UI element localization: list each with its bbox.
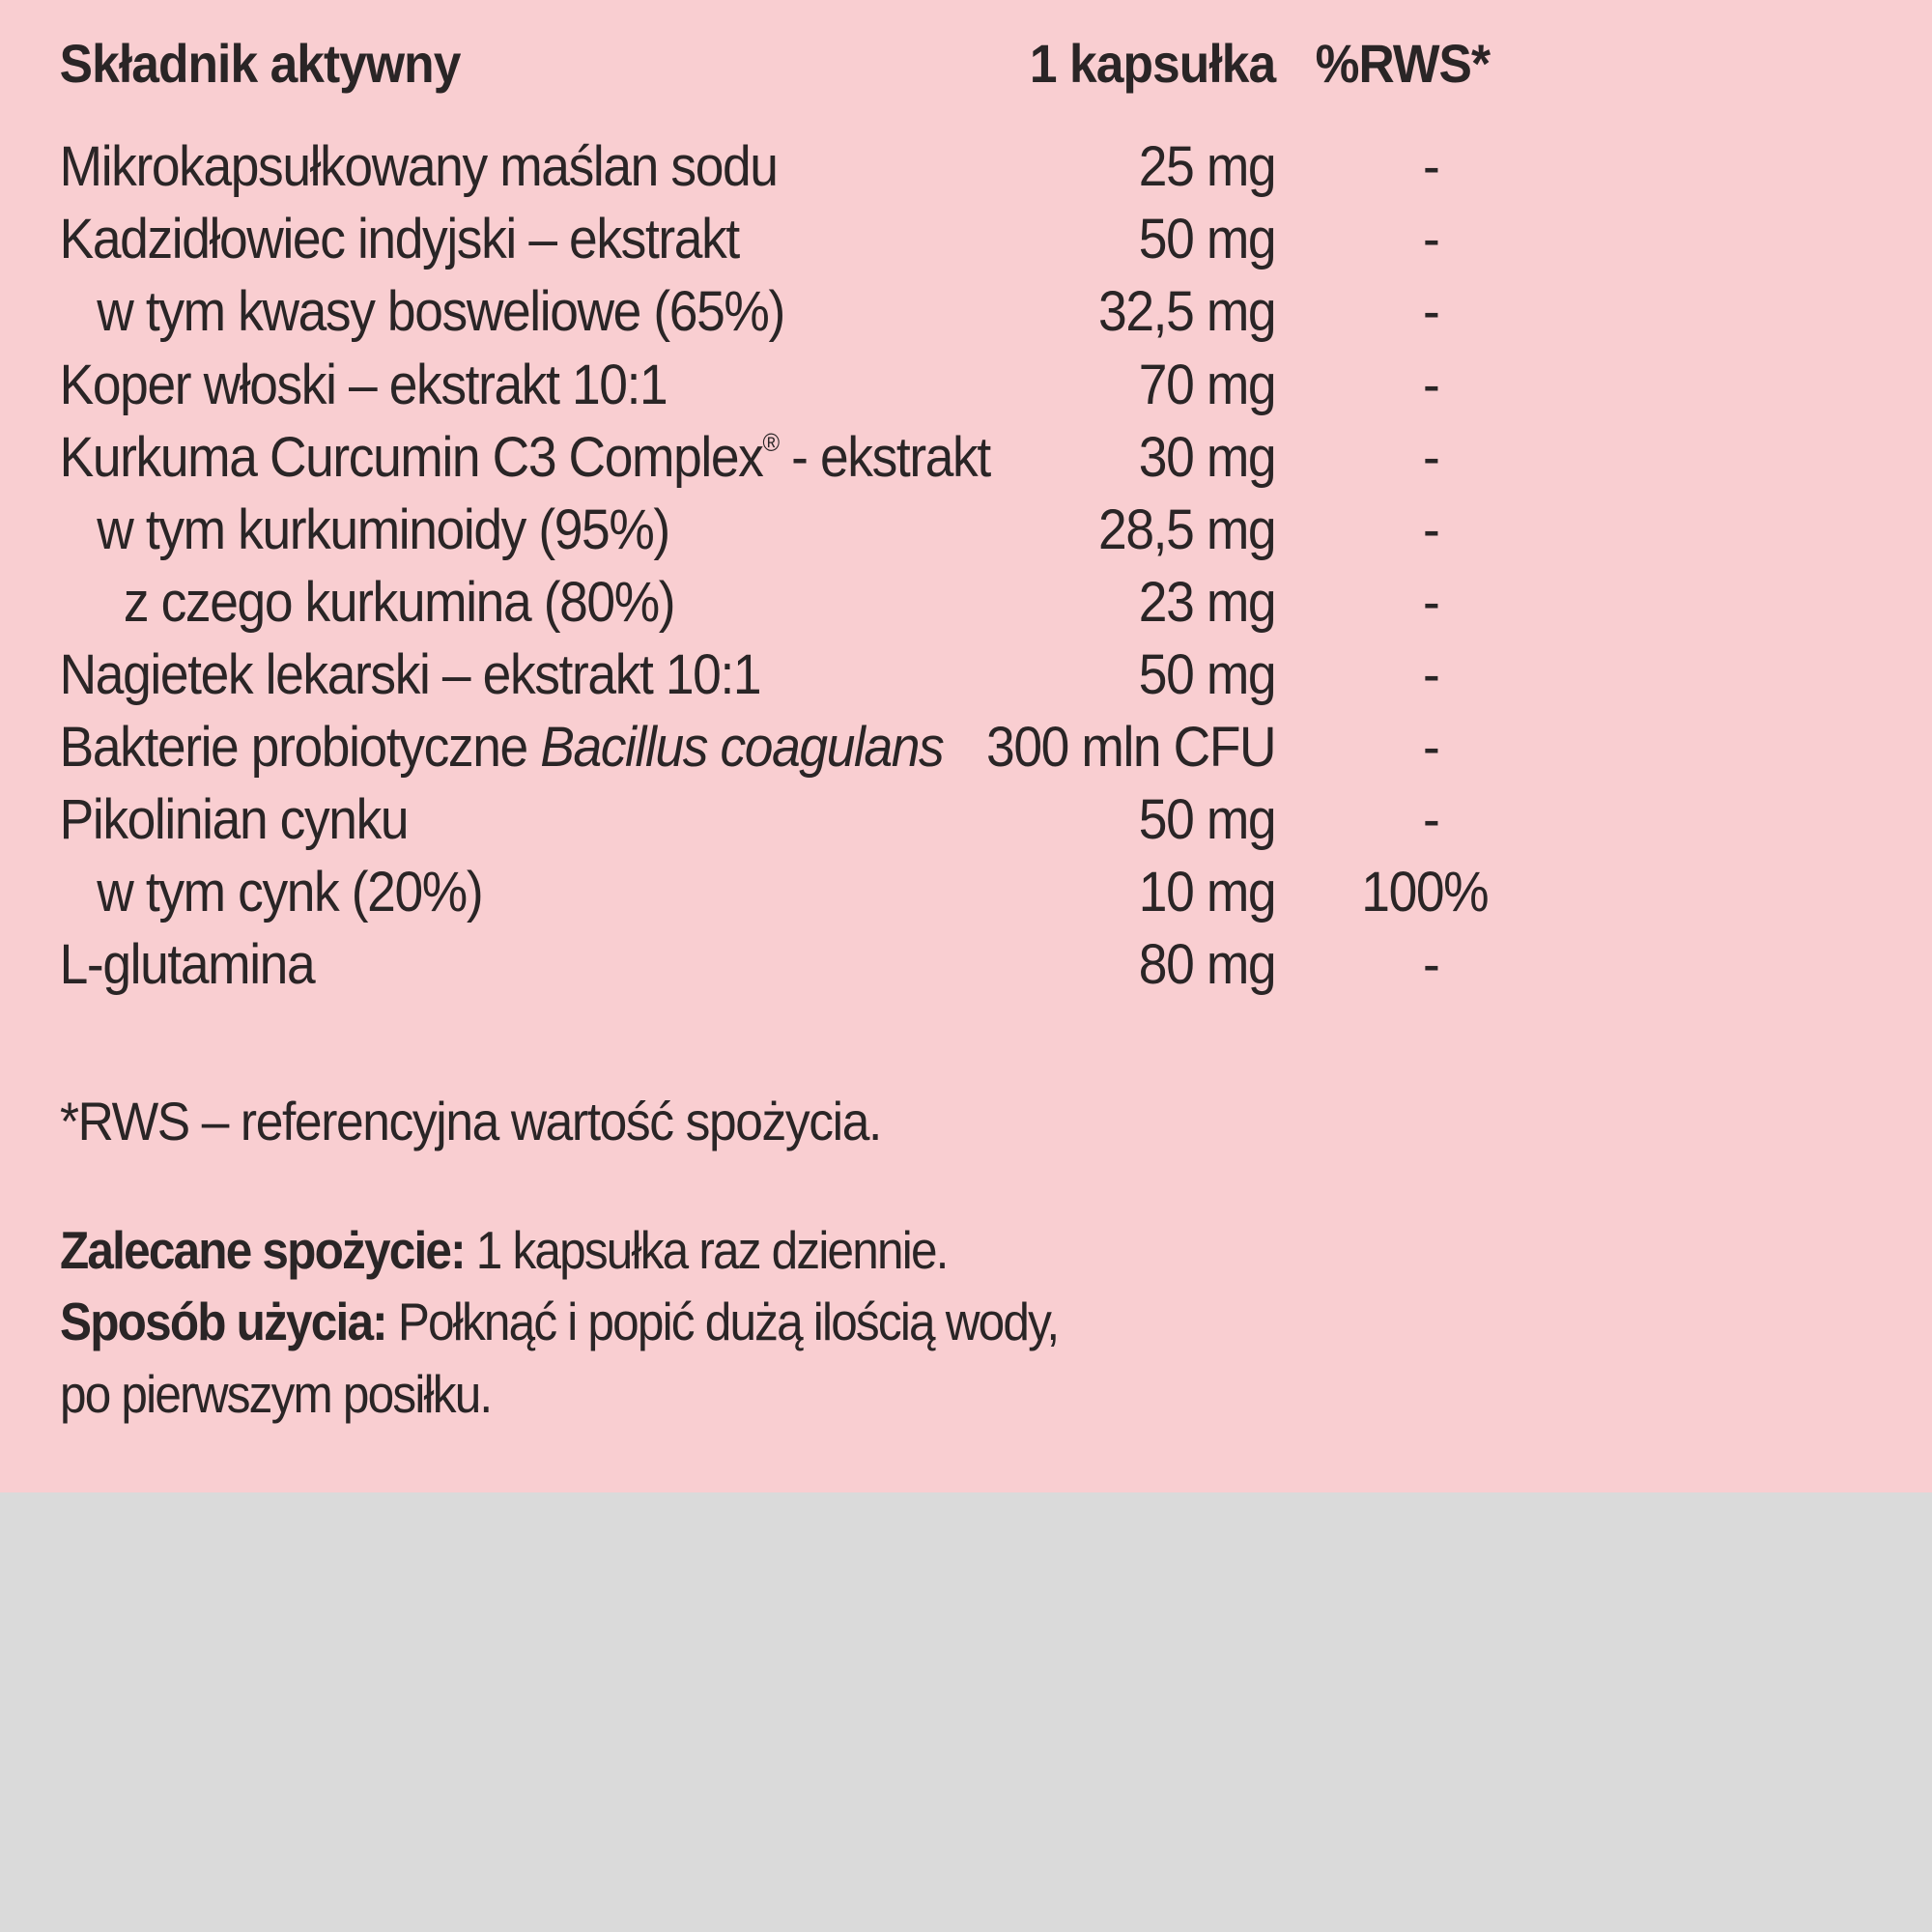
table-row [0,349,1777,421]
header-ingredient: Składnik aktywny [59,33,461,94]
ingredient-amount: 80 mg [1138,933,1276,996]
table-row [0,130,1777,203]
table-row [0,275,1777,348]
ingredient-name: L-glutamina [59,933,315,996]
ingredient-rws: - [1422,788,1439,851]
ingredient-name: Pikolinian cynku [59,788,409,851]
usage-panel [0,1492,1932,1932]
header-amount: 1 kapsułka [1029,33,1276,94]
usage-method-label: Sposób użycia: [60,1292,386,1351]
ingredient-amount: 50 mg [1138,643,1276,706]
ingredient-rws: - [1422,135,1439,198]
ingredient-amount: 30 mg [1138,426,1276,489]
ingredient-amount: 28,5 mg [1098,498,1276,561]
ingredient-rws: - [1422,498,1439,561]
ingredient-name: Mikrokapsułkowany maślan sodu [59,135,778,198]
ingredient-name [60,421,990,494]
table-row [0,421,1777,494]
ingredient-amount: 70 mg [1138,354,1276,416]
ingredient-rws: 100% [1361,861,1489,923]
usage-method [60,1291,1058,1352]
ingredient-name-latin: Bacillus coagulans [540,716,944,779]
table-row [0,928,1777,1001]
registered-mark: ® [762,428,779,457]
ingredient-rws: - [1422,643,1439,706]
table-row [0,711,1777,783]
ingredient-name: z czego kurkumina (80%) [123,571,675,634]
ingredient-rws: - [1422,354,1439,416]
table-row [0,494,1777,566]
ingredient-rws: - [1422,933,1439,996]
header-rws: %RWS* [1315,33,1491,94]
ingredient-amount: 25 mg [1138,135,1276,198]
table-row [0,639,1777,711]
ingredient-name-main: Kurkuma Curcumin C3 Complex [59,426,763,489]
ingredient-rws: - [1422,571,1439,634]
ingredient-name [60,711,944,783]
ingredient-name: w tym kwasy bosweliowe (65%) [97,280,784,343]
ingredient-amount: 50 mg [1138,788,1276,851]
recommended-dose-label: Zalecane spożycie: [60,1220,465,1280]
ingredient-rws: - [1422,426,1439,489]
ingredient-name: Koper włoski – ekstrakt 10:1 [59,354,668,416]
ingredient-amount: 50 mg [1138,208,1276,270]
usage-method-value: Połknąć i popić dużą ilością wody, [385,1292,1059,1351]
ingredient-name-main: Bakterie probiotyczne [59,716,541,779]
table-header [0,27,1777,99]
ingredient-amount: 23 mg [1138,571,1276,634]
ingredient-rws: - [1422,716,1439,779]
recommended-dose-value: 1 kapsułka raz dziennie. [464,1220,948,1280]
table-row [0,856,1777,928]
ingredient-amount: 10 mg [1138,861,1276,923]
ingredient-name: Kadzidłowiec indyjski – ekstrakt [59,208,739,270]
recommended-dose [60,1219,948,1281]
ingredient-rws: - [1422,280,1439,343]
ingredient-name: Nagietek lekarski – ekstrakt 10:1 [59,643,761,706]
ingredient-rws: - [1422,208,1439,270]
rws-footnote: *RWS – referencyjna wartość spożycia. [60,1091,881,1151]
ingredient-name: w tym kurkuminoidy (95%) [97,498,669,561]
ingredient-name-tail: - ekstrakt [778,426,990,489]
table-row [0,783,1777,856]
usage-method-continued: po pierwszym posiłku. [60,1364,492,1424]
ingredient-name: w tym cynk (20%) [97,861,483,923]
ingredient-amount: 300 mln CFU [986,716,1276,779]
ingredient-amount: 32,5 mg [1098,280,1276,343]
table-row [0,203,1777,275]
table-row [0,566,1777,639]
